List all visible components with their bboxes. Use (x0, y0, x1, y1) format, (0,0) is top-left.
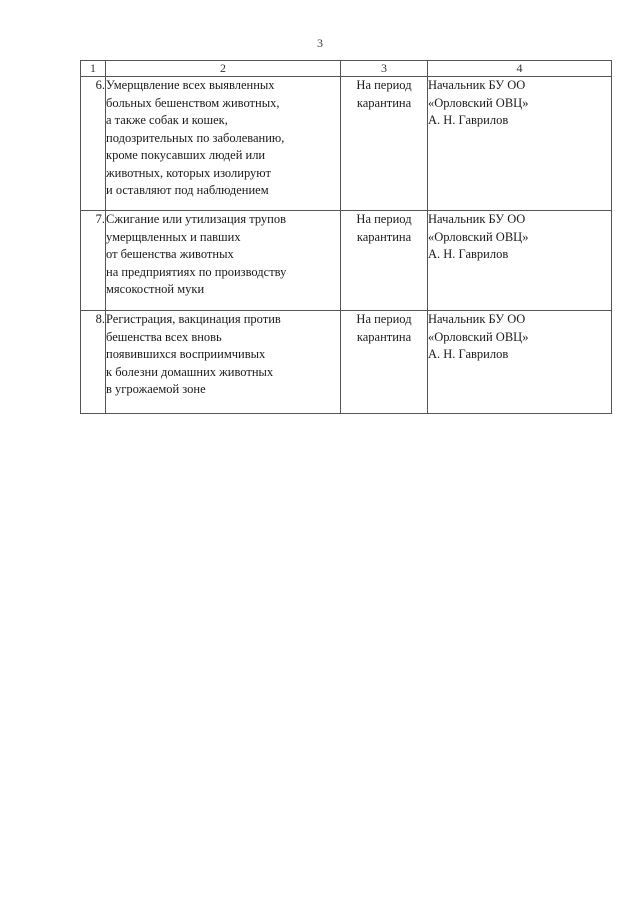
description-line: умерщвленных и павших (106, 229, 241, 244)
measure-period (341, 311, 428, 414)
description-line: и оставляют под наблюдением (106, 183, 269, 197)
description-line: больных бешенством животных, (106, 95, 280, 110)
header-col-1: 1 (81, 61, 106, 77)
responsible-line: «Орловский ОВЦ» (428, 329, 529, 344)
description-line: Умерщвление всех выявленных (106, 78, 275, 92)
measure-period (341, 211, 428, 311)
row-number: 6. (81, 77, 106, 211)
responsible-line: Начальник БУ ОО (428, 312, 526, 326)
table-row (81, 77, 612, 211)
responsible-line: Начальник БУ ОО (428, 212, 526, 226)
measure-description (106, 311, 341, 414)
header-col-2: 2 (106, 61, 341, 77)
responsible-line: А. Н. Гаврилов (428, 347, 509, 361)
description-line: к болезни домашних животных (106, 364, 274, 379)
row-number: 7. (81, 211, 106, 311)
description-line: животных, которых изолируют (106, 165, 271, 180)
description-line: мясокостной муки (106, 282, 205, 296)
period-line: карантина (356, 329, 412, 344)
period-line: На период (356, 212, 412, 226)
description-line: от бешенства животных (106, 247, 234, 261)
measure-responsible (428, 311, 612, 414)
description-line: в угрожаемой зоне (106, 382, 206, 396)
table-header-row (81, 61, 612, 77)
responsible-line: А. Н. Гаврилов (428, 113, 509, 127)
measure-responsible (428, 211, 612, 311)
description-line: Сжигание или утилизация трупов (106, 212, 286, 226)
measure-description (106, 211, 341, 311)
description-line: появившихся восприимчивых (106, 347, 266, 361)
measure-responsible (428, 77, 612, 211)
responsible-line: «Орловский ОВЦ» (428, 229, 529, 244)
measure-period (341, 77, 428, 211)
table-row (81, 311, 612, 414)
responsible-line: Начальник БУ ОО (428, 78, 526, 92)
header-col-3: 3 (341, 61, 428, 77)
responsible-line: А. Н. Гаврилов (428, 247, 509, 261)
table-row (81, 211, 612, 311)
description-line: подозрительных по заболеванию, (106, 130, 285, 145)
period-line: карантина (356, 95, 412, 110)
description-line: а также собак и кошек, (106, 113, 228, 127)
description-line: кроме покусавших людей или (106, 148, 266, 162)
description-line: Регистрация, вакцинация против (106, 312, 281, 326)
measures-table (80, 60, 612, 414)
description-line: бешенства всех вновь (106, 329, 222, 344)
period-line: На период (356, 78, 412, 92)
header-col-4: 4 (428, 61, 612, 77)
page-number: 3 (317, 36, 323, 50)
row-number: 8. (81, 311, 106, 414)
measure-description (106, 77, 341, 211)
period-line: На период (356, 312, 412, 326)
description-line: на предприятиях по производству (106, 264, 287, 279)
responsible-line: «Орловский ОВЦ» (428, 95, 529, 110)
period-line: карантина (356, 229, 412, 244)
